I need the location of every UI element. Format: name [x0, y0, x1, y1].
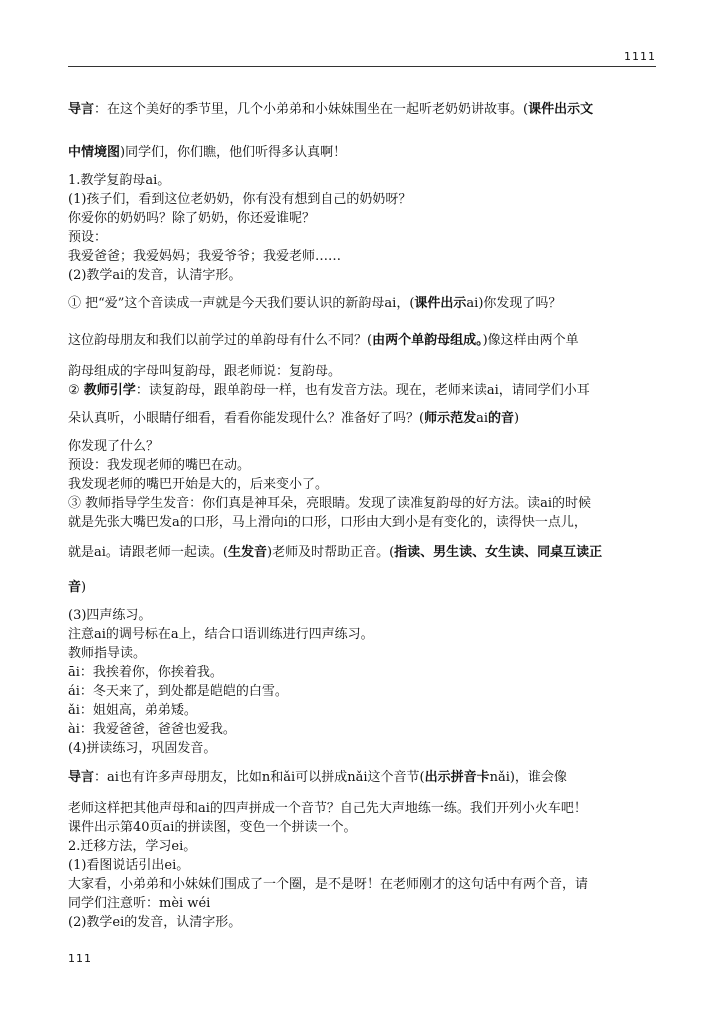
text-segment: 预设: [68, 230, 95, 245]
text-line: [68, 913, 241, 933]
text-segment: ②: [68, 383, 84, 398]
text-segment: (1)看图说话引出ei。: [68, 858, 190, 873]
text-segment: 你发现了什么？: [68, 439, 160, 454]
text-segment: 注意ai的调号标在a上，结合口语训练进行四声练习。: [68, 627, 374, 642]
header-page-number: 1111: [624, 50, 656, 63]
text-segment: nǎi)，谁会像: [489, 770, 567, 785]
text-line: [68, 171, 170, 191]
text-segment: (2)教学ei的发音，认清字形。: [68, 915, 242, 930]
text-segment: 预设: [68, 458, 95, 473]
bold-text: 由两个单韵母组成。: [372, 333, 483, 348]
text-segment: ái：冬天来了，到处都是皑皑的白雪。: [68, 684, 288, 699]
text-line: [68, 818, 356, 838]
text-line: [68, 682, 288, 702]
text-segment: (2)教学ai的发音，认清字形。: [68, 268, 242, 283]
text-line: [68, 437, 159, 457]
bold-text: 课件出示文: [528, 102, 594, 117]
text-segment: 就是先张大嘴巴发a的口形，马上滑向i的口形，口形由大到小是有变化的，读得快一点儿，: [68, 515, 587, 530]
text-segment: 我发现老师的嘴巴开始是大的，后来变小了。: [68, 477, 329, 492]
text-line: [68, 331, 579, 351]
text-line: [68, 875, 588, 895]
text-line: [68, 644, 146, 664]
text-line: [68, 209, 315, 229]
text-line: [68, 143, 346, 163]
text-line: [68, 266, 241, 286]
text-segment: )老师及时帮助正音。(: [267, 545, 395, 560]
bold-text: 教师引学: [83, 383, 136, 398]
text-line: [68, 456, 250, 476]
text-line: [68, 543, 602, 563]
bold-text: 课件出示: [414, 296, 467, 311]
text-segment: ① 把“爱”这个音读成一声就是今天我们要认识的新韵母ai，(: [68, 296, 415, 311]
text-line: [68, 409, 519, 429]
text-line: [68, 739, 216, 759]
text-segment: ǎi：姐姐高，弟弟矮。: [68, 703, 197, 718]
text-line: [68, 625, 374, 645]
text-segment: ：在这个美好的季节里，几个小弟弟和小妹妹围坐在一起听老奶奶讲故事。(: [94, 102, 529, 117]
text-line: [68, 362, 341, 382]
text-line: [68, 294, 561, 314]
bold-text: 导言: [68, 770, 95, 785]
text-segment: 同学们注意听：mèi wéi: [68, 896, 211, 911]
text-segment: ): [81, 580, 87, 595]
text-line: [68, 894, 210, 914]
bold-text: 导言: [68, 102, 95, 117]
text-line: [68, 100, 593, 120]
text-segment: 我爱爸爸；我爱妈妈；我爱爷爷；我爱老师……: [68, 249, 342, 264]
text-segment: āi：我挨着你，你挨着我。: [68, 665, 223, 680]
text-segment: 这位韵母朋友和我们以前学过的单韵母有什么不同？(: [68, 333, 373, 348]
text-line: [68, 856, 189, 876]
bold-text: 的音: [488, 411, 515, 426]
text-segment: ai)你发现了吗？: [466, 296, 562, 311]
text-segment: 2.迁移方法，学习ei。: [68, 839, 197, 854]
text-line: [68, 494, 591, 514]
bold-text: 音: [68, 580, 82, 595]
text-line: [68, 475, 328, 495]
text-segment: 老师这样把其他声母和ai的四声拼成一个音节？自己先大声地练一练。我们开列小火车吧！: [68, 801, 587, 816]
text-line: [68, 381, 590, 401]
text-line: [68, 228, 107, 248]
text-line: [68, 247, 341, 267]
text-line: [68, 701, 197, 721]
text-segment: ：: [94, 230, 108, 245]
bold-text: 中情境图: [68, 145, 121, 160]
text-segment: 教师指导读。: [68, 646, 147, 661]
bold-text: 师示范发: [424, 411, 477, 426]
bold-text: 指读、男生读、女生读、同桌互读正: [394, 545, 603, 560]
text-segment: (4)拼读练习，巩固发音。: [68, 741, 217, 756]
text-segment: 大家看，小弟弟和小妹妹们围成了一个圈，是不是呀！在老师刚才的这句话中有两个音，请: [68, 877, 589, 892]
text-segment: (3)四声练习。: [68, 608, 152, 623]
text-line: [68, 578, 86, 598]
text-segment: 就是ai。请跟老师一起读。(: [68, 545, 228, 560]
text-segment: )同学们，你们瞧，他们听得多认真啊！: [120, 145, 347, 160]
text-segment: 你爱你的奶奶吗？除了奶奶，你还爱谁呢？: [68, 211, 316, 226]
text-segment: ): [514, 411, 520, 426]
text-line: [68, 606, 151, 626]
text-segment: 1.教学复韵母ai。: [68, 173, 171, 188]
text-line: [68, 663, 223, 683]
text-line: [68, 837, 196, 857]
text-segment: (1)孩子们，看到这位老奶奶，你有没有想到自己的奶奶呀？: [68, 192, 412, 207]
bold-text: 出示拼音卡: [424, 770, 490, 785]
text-line: [68, 190, 411, 210]
text-segment: )像这样由两个单: [482, 333, 579, 348]
footer-page-number: 111: [68, 952, 92, 965]
text-segment: 朵认真听，小眼睛仔细看，看看你能发现什么？准备好了吗？(: [68, 411, 425, 426]
text-line: [68, 720, 236, 740]
text-segment: ：我发现老师的嘴巴在动。: [94, 458, 251, 473]
header-divider: [68, 66, 656, 67]
bold-text: 生发音: [227, 545, 267, 560]
text-line: [68, 768, 567, 788]
text-segment: 课件出示第40页ai的拼读图，变色一个拼读一个。: [68, 820, 357, 835]
text-segment: ：读复韵母，跟单韵母一样，也有发音方法。现在，老师来读ai，请同学们小耳: [135, 383, 590, 398]
text-segment: ài：我爱爸爸，爸爸也爱我。: [68, 722, 236, 737]
text-segment: ai: [476, 411, 489, 426]
text-line: [68, 513, 587, 533]
text-segment: 韵母组成的字母叫复韵母，跟老师说：复韵母。: [68, 364, 342, 379]
text-segment: ：ai也有许多声母朋友，比如n和ǎi可以拼成nǎi这个音节(: [94, 770, 425, 785]
text-line: [68, 799, 587, 819]
text-segment: ③ 教师指导学生发音：你们真是神耳朵，亮眼睛。发现了读准复韵母的好方法。读ai的时候: [68, 496, 592, 511]
